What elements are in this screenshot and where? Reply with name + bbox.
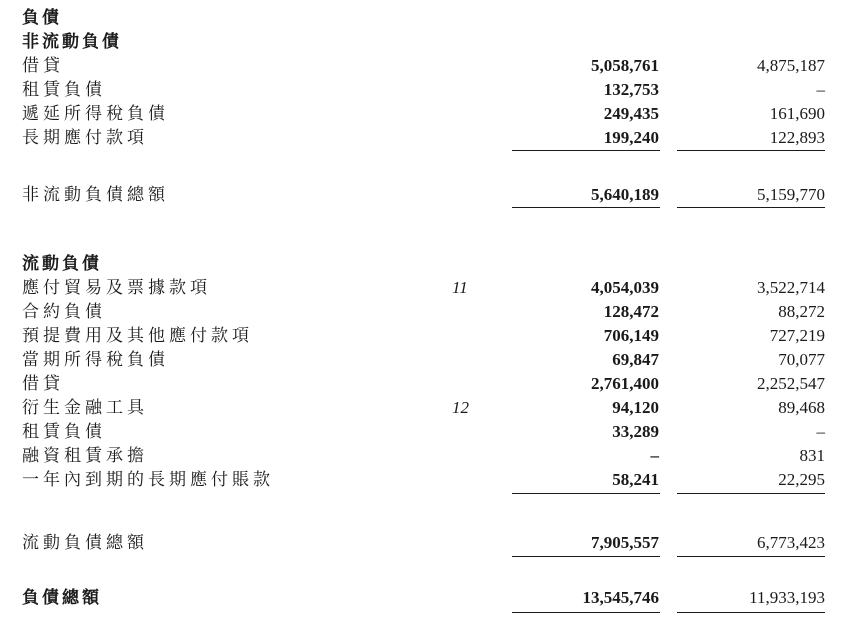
row-prior-value: 831 [799, 446, 825, 465]
row-prior-value: 88,272 [778, 302, 825, 321]
row-prior-value: 2,252,547 [757, 374, 825, 393]
row-label: 遞延所得稅負債 [22, 104, 169, 124]
row-current-value: – [650, 446, 659, 465]
table-row [0, 102, 847, 126]
row-label: 流動負債總額 [22, 533, 148, 553]
row-prior-value: 4,875,187 [757, 56, 825, 75]
row-current-value: 4,054,039 [591, 278, 659, 297]
row-label: 借貸 [22, 374, 64, 394]
row-note: 11 [452, 278, 468, 297]
table-row [0, 396, 847, 420]
row-prior-value: 70,077 [778, 350, 825, 369]
total-rule [677, 556, 825, 557]
row-prior-value: 6,773,423 [757, 533, 825, 552]
table-row [0, 276, 847, 300]
row-current-value: 58,241 [612, 470, 659, 489]
row-prior-value: – [816, 422, 825, 441]
row-prior-value: 3,522,714 [757, 278, 825, 297]
row-current-value: 7,905,557 [591, 533, 659, 552]
total-rule [512, 556, 660, 557]
row-note: 12 [452, 398, 469, 417]
row-label: 合約負債 [22, 302, 106, 322]
row-label: 當期所得稅負債 [22, 350, 169, 370]
row-current-value: 5,640,189 [591, 185, 659, 204]
row-label: 租賃負債 [22, 80, 106, 100]
row-prior-value: – [816, 80, 825, 99]
row-label: 長期應付款項 [22, 128, 148, 148]
section-heading-non-current [0, 30, 847, 54]
row-current-value: 69,847 [612, 350, 659, 369]
row-current-value: 5,058,761 [591, 56, 659, 75]
table-row [0, 300, 847, 324]
table-row [0, 78, 847, 102]
row-current-value: 249,435 [603, 104, 659, 123]
section-heading-liabilities [0, 6, 847, 30]
subtotal-rule [677, 150, 825, 151]
row-label: 一年內到期的長期應付賬款 [22, 470, 274, 490]
table-row [0, 54, 847, 78]
row-label: 借貸 [22, 56, 64, 76]
subtotal-rule [512, 150, 660, 151]
row-current-value: 2,761,400 [591, 374, 659, 393]
table-row [0, 420, 847, 444]
row-label: 應付貿易及票據款項 [22, 278, 211, 298]
table-row [0, 444, 847, 468]
row-prior-value: 11,933,193 [749, 588, 825, 607]
table-row [0, 126, 847, 150]
row-current-value: 132,753 [603, 80, 659, 99]
row-label: 衍生金融工具 [22, 398, 148, 418]
heading-label: 流動負債 [22, 254, 102, 274]
row-label: 非流動負債總額 [22, 185, 169, 205]
row-prior-value: 161,690 [769, 104, 825, 123]
table-row [0, 348, 847, 372]
row-current-value: 199,240 [603, 128, 659, 147]
row-current-value: 13,545,746 [582, 588, 659, 607]
row-label: 融資租賃承擔 [22, 446, 148, 466]
subtotal-rule [512, 493, 660, 494]
grand-total-row [0, 586, 847, 610]
row-prior-value: 89,468 [778, 398, 825, 417]
current-total-row [0, 531, 847, 555]
total-rule [512, 207, 660, 208]
row-current-value: 706,149 [603, 326, 659, 345]
row-label: 預提費用及其他應付款項 [22, 326, 253, 346]
section-heading-current [0, 252, 847, 276]
table-row [0, 468, 847, 492]
row-current-value: 33,289 [612, 422, 659, 441]
row-current-value: 128,472 [603, 302, 659, 321]
row-prior-value: 5,159,770 [757, 185, 825, 204]
heading-label: 負債 [22, 8, 62, 28]
grand-total-rule [512, 612, 660, 613]
non-current-total-row [0, 183, 847, 207]
row-label: 租賃負債 [22, 422, 106, 442]
row-prior-value: 22,295 [778, 470, 825, 489]
row-label: 負債總額 [22, 588, 102, 608]
row-prior-value: 122,893 [769, 128, 825, 147]
subtotal-rule [677, 493, 825, 494]
grand-total-rule [677, 612, 825, 613]
row-current-value: 94,120 [612, 398, 659, 417]
table-row [0, 372, 847, 396]
total-rule [677, 207, 825, 208]
table-row [0, 324, 847, 348]
row-prior-value: 727,219 [769, 326, 825, 345]
heading-label: 非流動負債 [22, 32, 122, 52]
